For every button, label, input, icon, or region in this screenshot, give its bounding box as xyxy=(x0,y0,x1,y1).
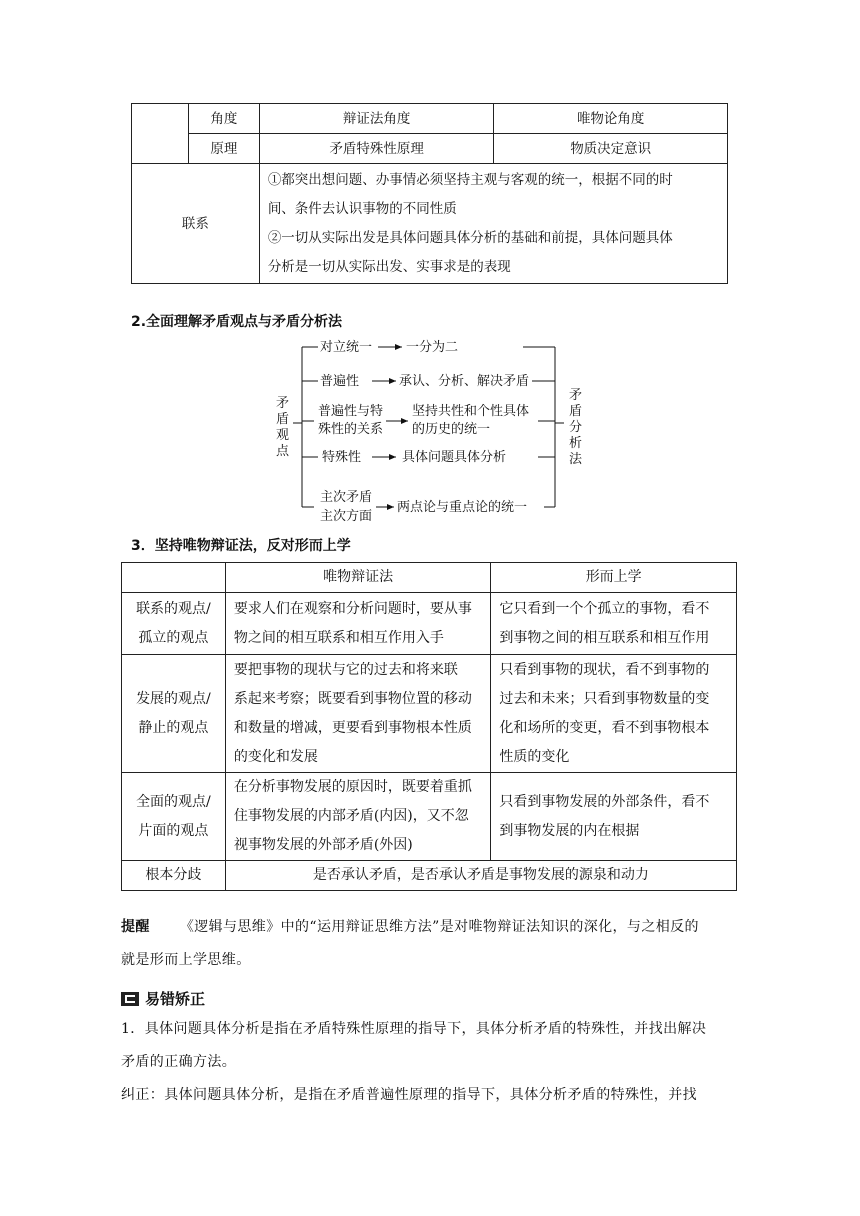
row-label-line: 静止的观点 xyxy=(138,719,209,736)
row-label-line: 全面的观点/ xyxy=(136,793,211,810)
link-line: 分析是一切从实际出发、实事求是的表现 xyxy=(267,258,511,275)
row1-right: 一分为二 xyxy=(406,340,459,355)
link-line: ②一切从实际出发是具体问题具体分析的基础和前提，具体问题具体 xyxy=(267,229,673,246)
row3-right-line1: 坚持共性和个性具体 xyxy=(412,404,530,419)
materialism-principle: 物质决定意识 xyxy=(494,134,728,164)
error-correction-icon xyxy=(121,992,139,1006)
section2-heading: 2.全面理解矛盾观点与矛盾分析法 xyxy=(131,314,343,330)
correction-item-line: 1．具体问题具体分析是指在矛盾特殊性原理的指导下，具体分析矛盾的特殊性，并找出解决 xyxy=(121,1021,707,1037)
row-label-line: 发展的观点/ xyxy=(136,690,211,707)
link-line: 间、条件去认识事物的不同性质 xyxy=(267,200,457,217)
row-label xyxy=(122,593,226,655)
left-label-char: 点 xyxy=(276,444,290,459)
correction-heading: 易错矫正 xyxy=(145,990,206,1008)
cell-line: 和数量的增减，更要看到事物根本性质 xyxy=(233,719,472,736)
row3-right-line2: 的历史的统一 xyxy=(412,422,491,437)
row4-right: 具体问题具体分析 xyxy=(402,450,507,465)
reminder-tag: 提醒 xyxy=(121,919,150,935)
header-metaphysics: 形而上学 xyxy=(491,563,737,593)
cell-line: 到事物发展的内在根据 xyxy=(499,822,640,839)
section3-heading: 3．坚持唯物辩证法，反对形而上学 xyxy=(131,538,351,554)
row2-left: 普遍性 xyxy=(320,374,360,389)
cell-line: 住事物发展的内部矛盾(内因)，又不忽 xyxy=(233,808,469,824)
right-bracket xyxy=(523,347,564,507)
correction-heading-row xyxy=(121,988,205,1009)
row3-left-line1: 普遍性与特 xyxy=(318,404,384,419)
row-label xyxy=(122,773,226,861)
cell-line: 要求人们在观察和分析问题时，要从事 xyxy=(233,600,472,617)
materialism-angle: 唯物论角度 xyxy=(494,104,728,134)
cell-line: 化和场所的变更，看不到事物根本 xyxy=(499,719,710,736)
cell-line: 它只看到一个个孤立的事物，看不 xyxy=(499,600,710,617)
principle-label: 原理 xyxy=(188,134,259,164)
corner-cell xyxy=(122,563,226,593)
correction-item-line: 矛盾的正确方法。 xyxy=(121,1054,237,1070)
cell-line: 性质的变化 xyxy=(499,748,570,765)
row-label-line: 联系的观点/ xyxy=(136,600,211,617)
row-label xyxy=(122,655,226,773)
left-label-char: 观 xyxy=(276,428,290,443)
principle-table xyxy=(131,103,728,284)
row5-right: 两点论与重点论的统一 xyxy=(397,500,528,515)
metaphysics-cell xyxy=(491,655,737,773)
right-label-char: 法 xyxy=(569,452,583,467)
cell-line: 要把事物的现状与它的过去和将来联 xyxy=(233,661,458,678)
right-label-char: 分 xyxy=(569,420,583,435)
row-label-line: 孤立的观点 xyxy=(138,629,209,646)
cell-line: 的变化和发展 xyxy=(233,748,318,765)
left-bracket xyxy=(293,347,318,507)
divergence-label: 根本分歧 xyxy=(122,861,226,891)
link-line: ①都突出想问题、办事情必须坚持主观与客观的统一，根据不同的时 xyxy=(267,171,673,188)
dialectics-principle: 矛盾特殊性原理 xyxy=(259,134,494,164)
header-dialectics: 唯物辩证法 xyxy=(225,563,491,593)
metaphysics-cell xyxy=(491,593,737,655)
cell-line: 系起来考察；既要看到事物位置的移动 xyxy=(233,690,472,707)
angle-label: 角度 xyxy=(188,104,259,134)
reminder-line: 《逻辑与思维》中的“运用辩证思维方法”是对唯物辩证法知识的深化，与之相反的 xyxy=(179,919,699,935)
dialectics-angle: 辩证法角度 xyxy=(259,104,494,134)
correction-fix-line: 纠正：具体问题具体分析，是指在矛盾普遍性原理的指导下，具体分析矛盾的特殊性，并找 xyxy=(121,1087,697,1103)
contradiction-diagram xyxy=(268,335,598,525)
row2-right: 承认、分析、解决矛盾 xyxy=(399,374,530,389)
reminder-block xyxy=(121,911,741,977)
cell-line: 只看到事物发展的外部条件，看不 xyxy=(499,793,710,810)
cell-line: 在分析事物发展的原因时，既要着重抓 xyxy=(233,779,472,795)
divergence-text: 是否承认矛盾，是否承认矛盾是事物发展的源泉和动力 xyxy=(225,861,736,891)
row4-left: 特殊性 xyxy=(322,450,362,465)
metaphysics-cell xyxy=(491,773,737,861)
left-label-char: 矛 xyxy=(276,396,290,411)
row5-left-line2: 主次方面 xyxy=(320,509,373,524)
row3-left-line2: 殊性的关系 xyxy=(318,422,384,437)
row-label-line: 片面的观点 xyxy=(138,822,209,839)
dialectics-vs-metaphysics-table xyxy=(121,562,737,891)
link-label: 联系 xyxy=(132,164,260,284)
cell-line: 物之间的相互联系和相互作用入手 xyxy=(233,629,444,646)
reminder-line: 就是形而上学思维。 xyxy=(121,952,251,968)
row1-left: 对立统一 xyxy=(320,340,373,355)
blank-cell xyxy=(132,104,189,164)
correction-block xyxy=(121,1013,746,1112)
left-label-char: 盾 xyxy=(276,412,290,427)
row5-left-line1: 主次矛盾 xyxy=(320,490,373,505)
cell-line: 过去和未来；只看到事物数量的变 xyxy=(499,690,710,707)
right-label-char: 矛 xyxy=(569,388,583,403)
link-content xyxy=(259,164,727,284)
right-label-char: 盾 xyxy=(569,404,583,419)
right-label-char: 析 xyxy=(569,436,583,451)
dialectics-cell xyxy=(225,773,491,861)
cell-line: 到事物之间的相互联系和相互作用 xyxy=(499,629,710,646)
dialectics-cell xyxy=(225,593,491,655)
cell-line: 只看到事物的现状，看不到事物的 xyxy=(499,661,710,678)
dialectics-cell xyxy=(225,655,491,773)
cell-line: 视事物发展的外部矛盾(外因) xyxy=(233,837,413,853)
